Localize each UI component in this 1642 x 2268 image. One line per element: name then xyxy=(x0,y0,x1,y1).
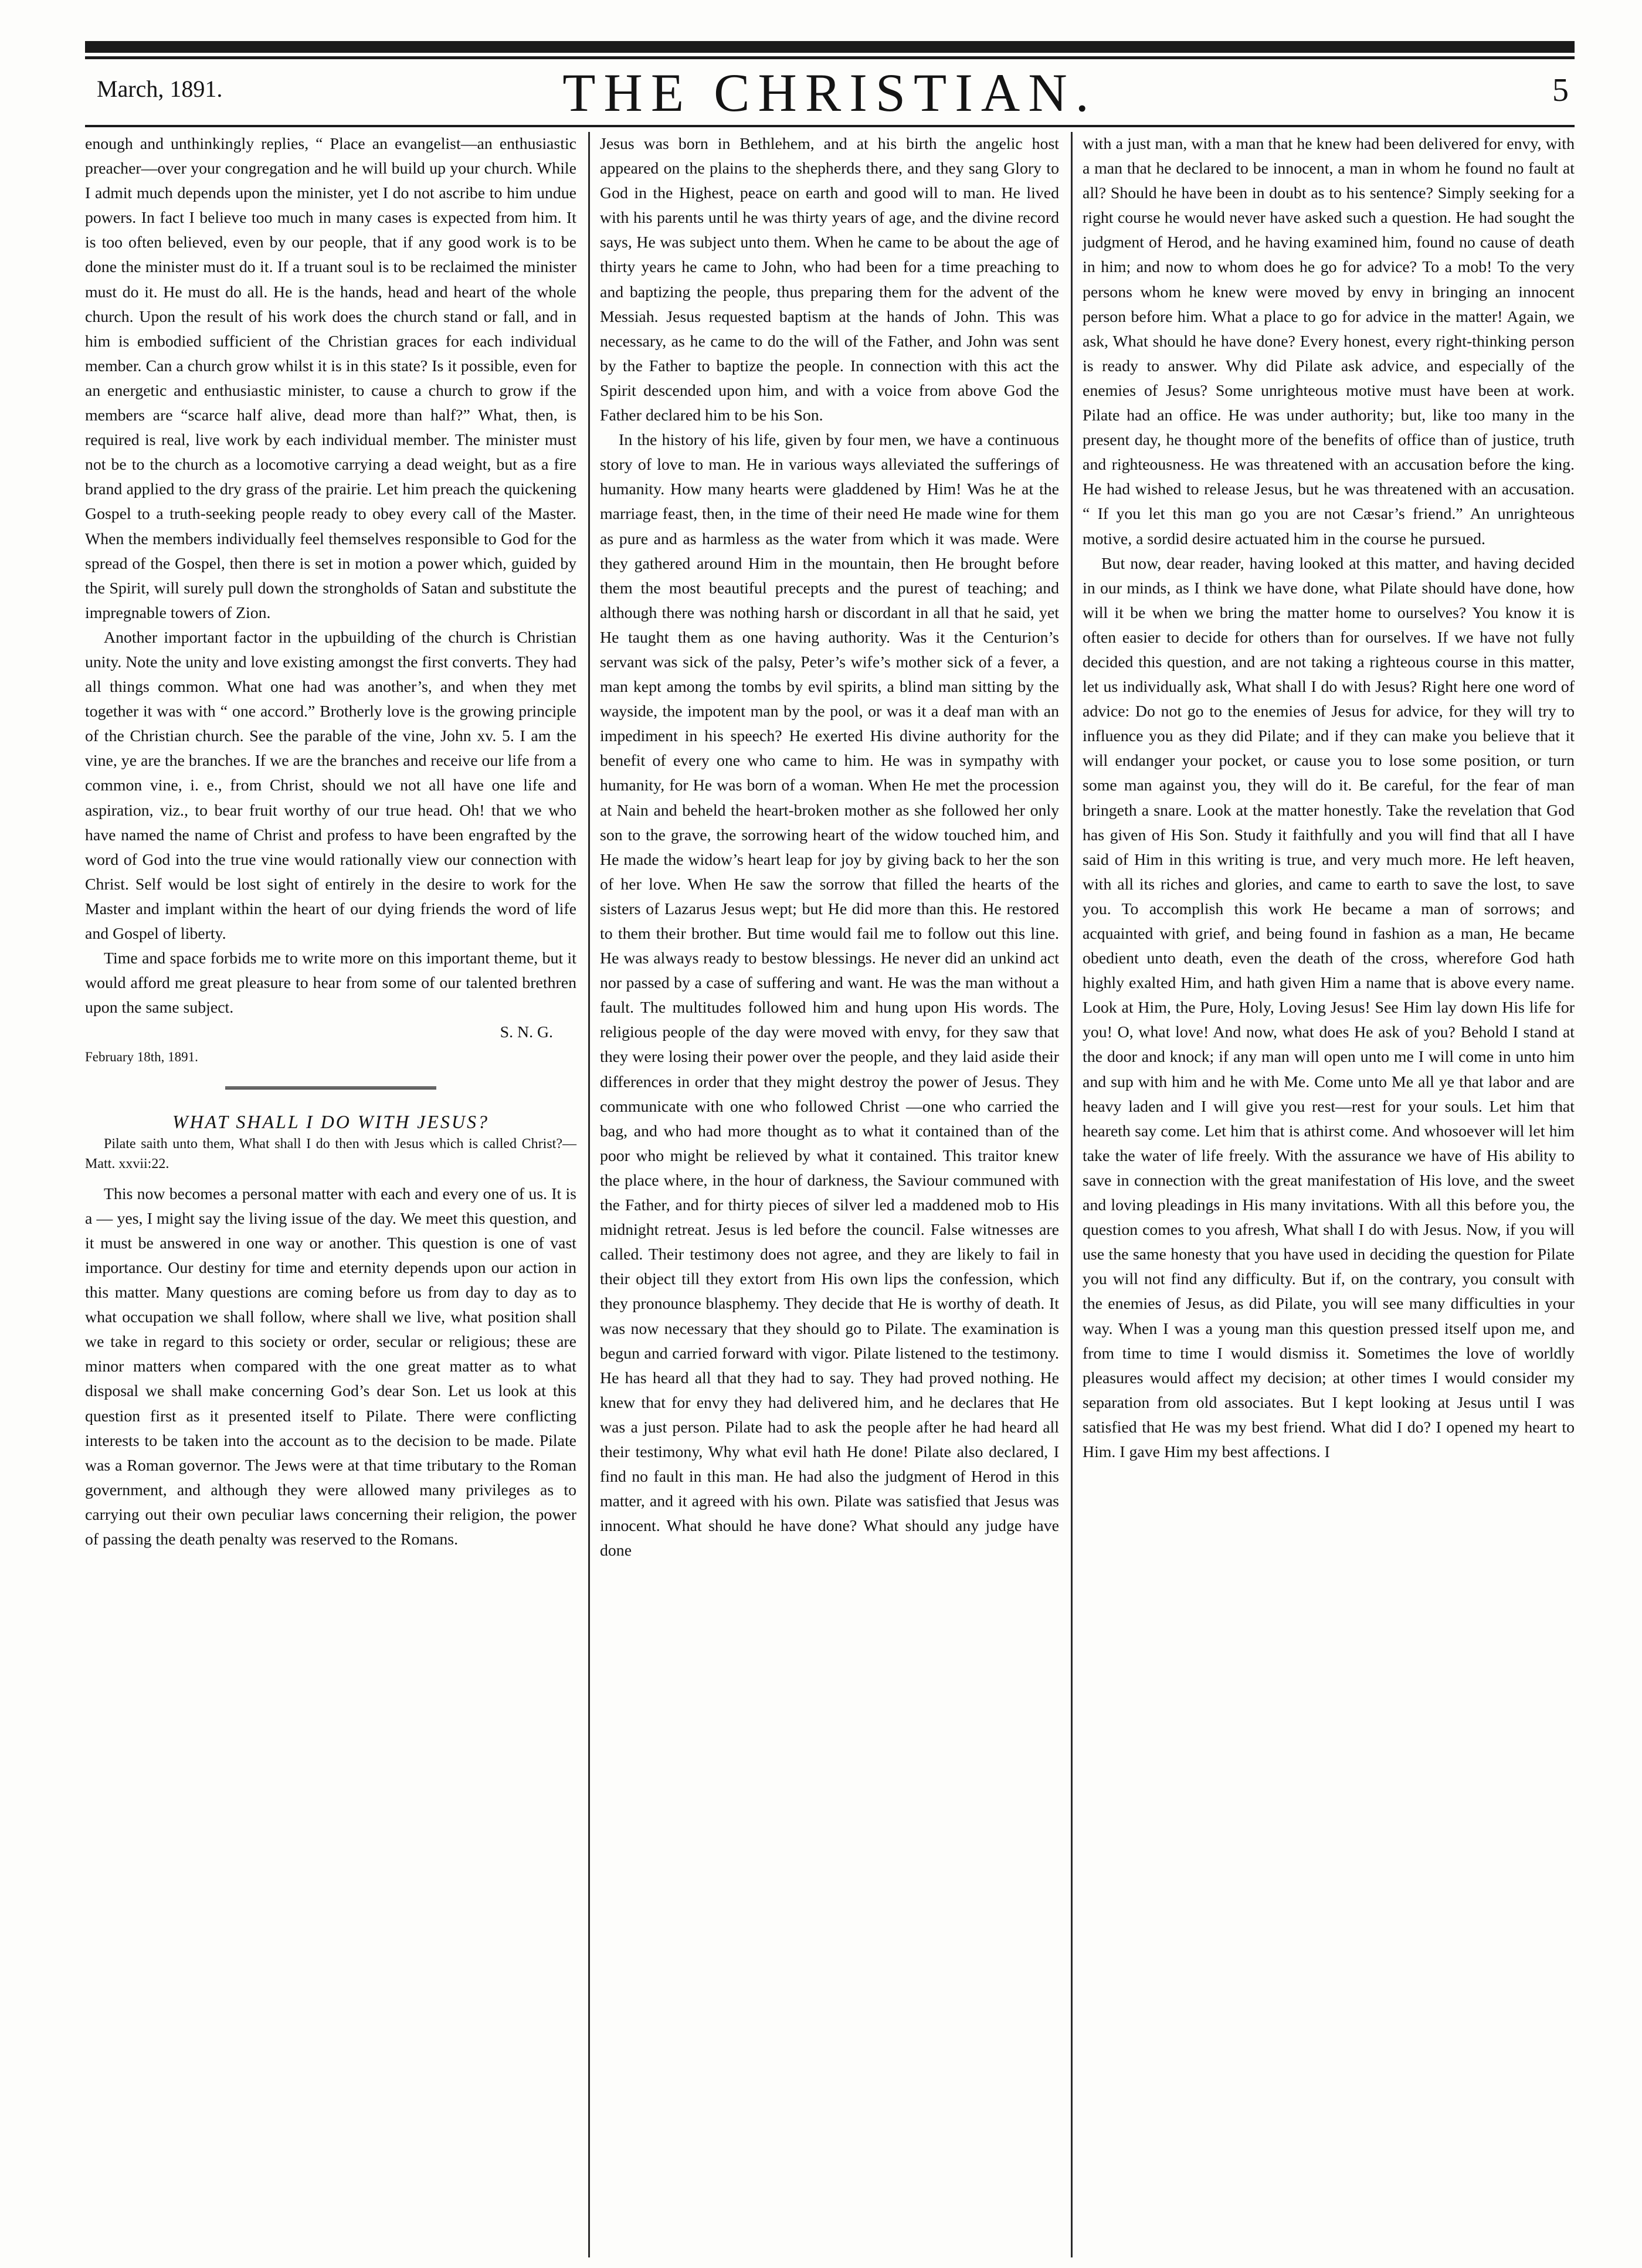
article-paragraph: But now, dear reader, having looked at this matter, and having decided in our minds, as I think we have done, what Pilate should have done, how will it be when we bring the matter home to ourselves? You know it is often easier to decide for others than for ourselves. If we have not fully decided this question, and are not taking a righteous course in this matter, let us individually ask, What shall I do with Jesus? Right here one word of advice: Do not go to the enemies of Jesus for advice, for they will try to influence you as they did Pilate; and if they can make you believe that it will endanger your pocket, or cause you to lose some position, or turn some man against you, they will do it. Be careful, for the fear of man bringeth a snare. Look at the matter honestly. Take the revelation that God has given of His Son. Study it faithfully and you will find that all I have said of Him in this writing is true, and very much more. He left heaven, with all its riches and glories, and came to earth to save the lost, to save you. To accomplish this work He became a man of sorrows; and acquainted with grief, and being found in fashion as a man, He became obedient unto death, even the death of the cross, wherefore God hath highly exalted Him, and hath given Him a name that is above every name. Look at Him, the Pure, Holy, Loving Jesus! See Him lay down His life for you! O, what love! And now, what does He ask of you? Behold I stand at the door and knock; if any man will open unto me I will come in unto him and sup with him and he with Me. Come unto Me all ye that labor and are heavy laden and I will give you rest—rest for your souls. Let him that heareth say come. Let him that is athirst come. And whosoever will let him take the water of life freely. With the assurance we have of His ability to save in connection with the great manifestation of His love, and the sweet and loving pleadings in His many invitations. With all this before you, the question comes to you afresh, What shall I do with Jesus. Now, if you will use the same honesty that you have used in deciding the question for Pilate you will not find any difficulty. But if, on the contrary, you consult with the enemies of Jesus, as did Pilate, you will see many difficulties in your way. When I was a young man this question pressed itself upon me, and from time to time I would dismiss it. Sometimes the love of worldly pleasures would affect my decision; at other times I would consider my separation from old associates. But I kept looking at Jesus until I was satisfied that He was my best friend. What did I do? I opened my heart to Him. I gave Him my best affections. I xyxy=(1083,554,1575,1461)
newspaper-title: THE CHRISTIAN. xyxy=(562,63,1097,123)
article-paragraph: This now becomes a personal matter with each and every one of us. It is a — yes, I might say the living issue of the day. We meet this question, and it must be answered in one way or another. This question is one of vast importance. Our destiny for time and eternity depends upon our action in this matter. Many questions are coming before us from day to day as to what occupation we shall follow, where shall we live, what position shall we take in regard to this society or order, secular or religious; these are minor matters when compared with the one great matter as to what disposal we shall make concerning God’s dear Son. Let us look at this question first as it presented itself to Pilate. There were conflicting interests to be taken into the account as to the decision to be made. Pilate was a Roman governor. The Jews were at that time tributary to the Roman government, and although they were allowed many privileges as to carrying out their own peculiar laws concerning their religion, the power of passing the death penalty was reserved to the Romans. xyxy=(85,1184,576,1549)
article-heading: WHAT SHALL I DO WITH JESUS? xyxy=(172,1111,489,1132)
article-paragraph: Another important factor in the upbuilding of the church is Christian unity. Note the unity and love existing amongst the first converts. They had all things common. What one had was another’s, and when they met together it was with “ one accord.” Brotherly love is the growing principle of the Christian church. See the parable of the vine, John xv. 5. I am the vine, ye are the branches. If we are the branches and receive our life from a common vine, i. e., from Christ, should we not all have one life and aspiration, viz., to bear fruit worthy of our true head. Oh! that we who have named the name of Christ and profess to have been engrafted by the word of God into the true vine would rationally view our connection with Christ. Self would be lost sight of entirely in the desire to work for the Master and implant within the heart of our dying friends the word of life and Gospel of liberty. xyxy=(85,628,576,943)
top-rule-thick xyxy=(85,41,1575,53)
article-dateline: February 18th, 1891. xyxy=(85,1050,198,1065)
signature-line xyxy=(85,1020,576,1045)
section-separator xyxy=(225,1087,436,1089)
page-number: 5 xyxy=(1552,72,1569,108)
article-paragraph: Jesus was born in Bethlehem, and at his birth the angelic host appeared on the plains to the shepherds there, and they sang Glory to God in the Highest, peace on earth and good will to man. He lived with his parents until he was thirty years of age, and the divine record says, He was subject unto them. When he came to be about the age of thirty years he came to John, who had been for a time preaching to and baptizing the people, thus preparing them for the advent of the Messiah. Jesus requested baptism at the hands of John. This was necessary, as he came to do the will of the Father, and John was sent by the Father to baptize the people. In connection with this act the Spirit descended upon him, and with a voice from above God the Father declared him to be his Son. xyxy=(600,135,1059,425)
article-paragraph: enough and unthinkingly replies, “ Place an evangelist—an enthusiastic preacher—over your congregation and he will build up your church. While I admit much depends upon the minister, yet I do not ascribe to him undue powers. In fact I believe too much in many cases is expected from him. It is too often believed, even by our people, that if any good work is to be done the minister must do it. If a truant soul is to be reclaimed the minister must do it. He must do all. He is the hands, head and heart of the whole church. Upon the result of his work does the church stand or fall, and in him is embodied sufficient of the Christian graces for each individual member. Can a church grow whilst it is in this state? Is it possible, even for an energetic and enthusiastic minister, to cause a church to grow if the members are “scarce half alive, dead more than half?” What, then, is required is real, live work by each individual member. The minister must not be to the church as a locomotive carrying a dead weight, but as a fire brand applied to the dry grass of the prairie. Let him preach the quickening Gospel to a truth-seeking people ready to obey every call of the Master. When the members individually feel themselves responsible to God for the spread of the Gospel, then there is set in motion a power which, guided by the Spirit, will surely pull down the strongholds of Satan and substitute the impregnable towers of Zion. xyxy=(85,135,576,622)
column-divider-1 xyxy=(588,132,590,2257)
author-signature: S. N. G. xyxy=(500,1023,553,1042)
column-3 xyxy=(1083,132,1575,1465)
scripture-epigraph: Pilate saith unto them, What shall I do then with Jesus which is called Christ?—Matt. xxvii:22. xyxy=(85,1136,576,1172)
column-divider-2 xyxy=(1071,132,1073,2257)
masthead xyxy=(85,63,1575,122)
article-paragraph: with a just man, with a man that he knew had been delivered for envy, with a man that he declared to be innocent, a man in whom he found no fault at all? Should he have been in doubt as to his sentence? Simply seeking for a right course he would never have asked such a question. He had sought the judgment of Herod, and he having examined him, found no cause of death in him; and now to whom does he go for advice? To a mob! To the very persons whom he knew were moved by envy in bringing an innocent person before him. What a place to go for advice in the matter! Again, we ask, What should he have done? Every honest, every right-thinking person is ready to answer. Why did Pilate ask advice, and especially of the enemies of Jesus? Some unrighteous motive must have been at work. Pilate had an office. He was under authority; but, like too many in the present day, he thought more of the benefits of office than of justice, truth and righteousness. He was threatened with an accusation before the king. He had wished to release Jesus, but he was threatened with an accusation. “ If you let this man go you are not Cæsar’s friend.” An unrighteous motive, a sordid desire actuated him in the course he pursued. xyxy=(1083,135,1575,548)
article-paragraph: Time and space forbids me to write more on this important theme, but it would afford me great pleasure to hear from some of our talented brethren upon the same subject. xyxy=(85,949,576,1017)
column-2 xyxy=(600,132,1059,1563)
article-paragraph: In the history of his life, given by four men, we have a continuous story of love to man. He in various ways alleviated the sufferings of humanity. How many hearts were gladdened by Him! Was he at the marriage feast, then, in the time of their need He made wine for them as pure and as harmless as the water from which it was made. Were they gathered around Him in the mountain, then He brought before them the most beautiful precepts and the purest of teaching; and although there was nothing harsh or discordant in all that he said, yet He taught them as one having authority. Was it the Centurion’s servant was sick of the palsy, Peter’s wife’s mother sick of a fever, a man kept among the tombs by evil spirits, a blind man sitting by the wayside, the impotent man by the pool, or was it a deaf man with an impediment in his speech? He exerted His divine authority for the benefit of every one who came to him. He was in sympathy with humanity, for He was born of a woman. When He met the procession at Nain and beheld the heart-broken mother as she followed her only son to the grave, the sorrowing heart of the widow touched him, and He made the widow’s heart leap for joy by giving back to her the son of her love. When He saw the sorrow that filled the hearts of the sisters of Lazarus Jesus wept; but He did more than this. He restored to them their brother. But time would fail me to follow out this line. He was always ready to bestow blessings. He never did an unkind act nor passed by a case of suffering and want. He was the man without a fault. The multitudes followed him and hung upon His words. The religious people of the day were moved with envy, for they saw that they were losing their power over the people, and they laid aside their differences in order that they might destroy the power of Jesus. They communicate with one who followed Christ —one who carried the bag, and who had more thought as to what it contained than of the poor who might be relieved by what it contained. This traitor knew the place where, in the hour of darkness, the Saviour communed with the Father, and for thirty pieces of silver led a maddened mob to His midnight retreat. Jesus is led before the council. False witnesses are called. Their testimony does not agree, and they are likely to fail in their object till they extort from His own lips the confession, which they pronounce blasphemy. They decide that He is worthy of death. It was now necessary that they should go to Pilate. The examination is begun and carried forward with vigor. Pilate listened to the testimony. He has heard all that they had to say. They had proved nothing. He knew that for envy they had delivered him, and he declares that He was a just person. Pilate had to ask the people after he had heard all their testimony, Why what evil hath He done! Pilate also declared, I find no fault in this man. He had also the judgment of Herod in this matter, and it agreed with his own. Pilate was satisfied that Jesus was innocent. What should he have done? What should any judge have done xyxy=(600,431,1059,1560)
top-rule-thin xyxy=(85,56,1575,59)
issue-date: March, 1891. xyxy=(97,76,223,102)
masthead-rule xyxy=(85,125,1575,127)
column-1 xyxy=(85,132,576,1552)
